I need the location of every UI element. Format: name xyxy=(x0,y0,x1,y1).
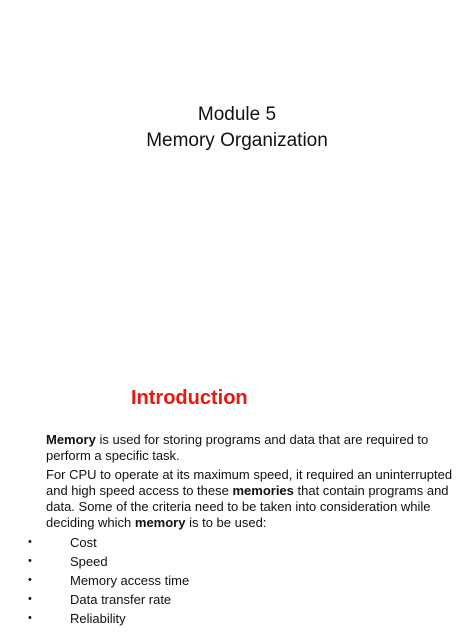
bullet-icon: • xyxy=(28,574,32,586)
module-name: Memory Organization xyxy=(146,130,328,151)
bullet-icon: • xyxy=(28,593,32,605)
paragraph-memory-definition xyxy=(46,432,456,464)
bullet-icon: • xyxy=(28,536,32,548)
bold-term-memory: memory xyxy=(134,515,186,530)
paragraph-cpu-access xyxy=(46,467,456,531)
module-title xyxy=(0,102,474,154)
paragraph-text: For CPU to operate at its maximum speed, it required an uninterrupted and high speed access to these xyxy=(46,467,453,498)
criteria-memory-access-time: Memory access time xyxy=(70,573,190,588)
bold-term-memories: memories xyxy=(232,483,294,498)
paragraph-text: is to be used: xyxy=(185,515,267,530)
criteria-speed: Speed xyxy=(70,554,108,569)
section-heading-introduction: Introduction xyxy=(131,387,248,409)
criteria-data-transfer-rate: Data transfer rate xyxy=(70,592,172,607)
criteria-reliability: Reliability xyxy=(70,611,126,626)
bullet-icon: • xyxy=(28,555,32,567)
bullet-icon: • xyxy=(28,612,32,624)
paragraph-text: is used for storing programs and data that are required to perform a specific task. xyxy=(46,432,429,463)
module-number: Module 5 xyxy=(197,104,277,125)
criteria-cost: Cost xyxy=(70,535,97,550)
paragraph-text: that contain programs and data. Some of the criteria need to be taken into consideration while deciding which xyxy=(46,483,449,530)
bold-term-memory: Memory xyxy=(46,432,96,447)
